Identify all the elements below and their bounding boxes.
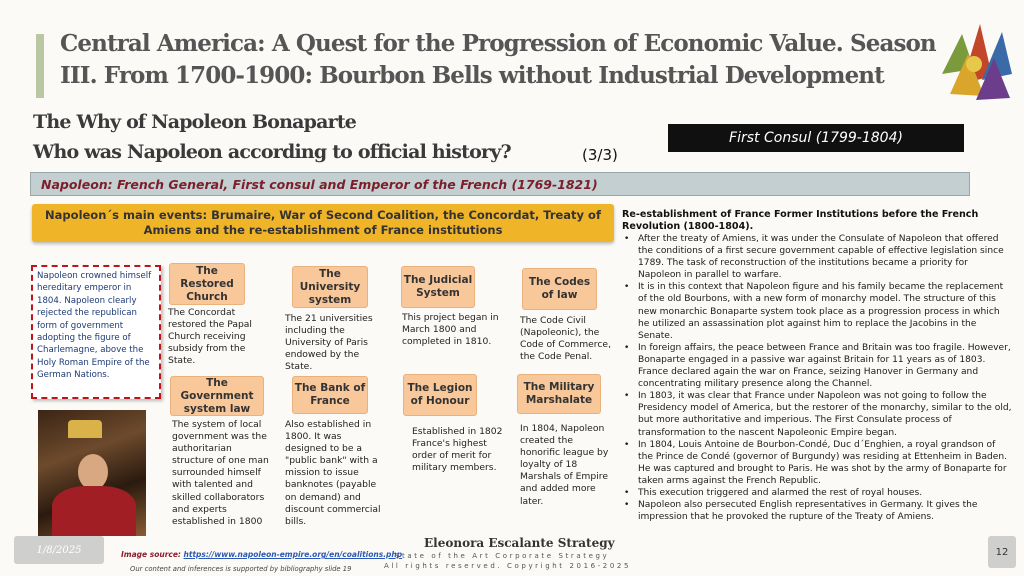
napoleon-heading-bar [30,172,970,196]
napoleon-coronation-painting [38,410,146,536]
institution-desc-legion-of-honour: Established in 1802 France's highest order of merit for military members. [412,426,503,474]
page-counter: (3/3) [582,146,618,164]
institution-box-military-marshalate: The Military Marshalate [517,374,601,414]
institution-desc-judicial: This project began in March 1800 and completed in 1810. [402,312,499,348]
tagline: State of the Art Corporate Strategy [395,552,610,560]
institution-desc-codes-of-law: The Code Civil (Napoleonic), the Code of Commerce, the Code Penal. [520,315,612,363]
figure-robe [52,486,136,536]
subtitle-line-1: The Why of Napoleon Bonaparte [33,111,357,133]
institution-desc-university: The 21 universities including the University of Paris endowed by the State. [285,313,373,373]
list-item: • In foreign affairs, the peace between France and Britain was too fragile. However, Bonaparte engaged in a passive war against Britain for 11 years as of 1803. France declared again the war on France, seizing Hanover in Germany and concentrating military presence along the Channel. [622,342,1012,390]
image-source-credit [121,550,402,559]
institution-desc-restored-church: The Concordat restored the Papal Church receiving subsidy from the State. [168,307,252,367]
crowned-emperor-note: Napoleon crowned himself hereditary emperor in 1804. Napoleon clearly rejected the republican form of government adopting the figure of Charlemagne, above the Holy Roman Empire of the German Nations. [31,265,161,399]
list-item: • Napoleon also persecuted English representatives in Germany. It gives the impression that he provoked the rupture of the Treaty of Amiens. [622,499,1012,523]
reestablishment-bullet-list [622,233,1012,523]
slide-title: Central America: A Quest for the Progression of Economic Value. Season III. From 1700-1900: Bourbon Bells without Industrial Development [60,30,936,89]
first-consul-label: First Consul (1799-1804) [668,124,964,152]
subtitle-line-2: Who was Napoleon according to official history? [33,141,511,163]
image-source-label: Image source: [121,550,184,559]
institution-desc-bank-of-france: Also established in 1800. It was designed to be a "public bank" with a mission to issue banknotes (payable on demand) and discount commercial bills. [285,419,381,527]
list-item: • After the treaty of Amiens, it was under the Consulate of Napoleon that offered the conditions of a first secure government capable of effective legislation since 1789. The task of reconstruction of the institutions became a priority for Napoleon in parallel to warfare. [622,233,1012,281]
institution-box-government-system: The Government system law [170,376,264,416]
main-events-text: Napoleon´s main events: Brumaire, War of Second Coalition, the Concordat, Treaty of Amiens and the re-establishment of France institutions [45,208,601,237]
list-item: • In 1804, Louis Antoine de Bourbon-Condé, Duc d´Enghien, a royal grandson of the Prince de Condé (governor of Burgundy) was residing at Ettenheim in Baden. He was captured and brought to Paris. He was shot by the army of Bonaparte for taken arms against the French Republic. [622,439,1012,487]
napoleon-heading-text: Napoleon: French General, First consul and Emperor of the French (1769-1821) [41,176,598,192]
institution-box-university: The University system [292,266,368,308]
institution-desc-military-marshalate: In 1804, Napoleon created the honorific league by loyalty of 18 Marshals of Empire and added more later. [520,423,609,507]
list-item: • In 1803, it was clear that France under Napoleon was not going to follow the Presidency model of America, but the restorer of the monarchy, similar to the old, but more authoritative and imperious. The First Consulate process of transformation to the nascent Napoleonic Empire began. [622,390,1012,438]
figure-face [78,454,108,490]
image-source-link[interactable]: https://www.napoleon-empire.org/en/coalitions.php [183,550,403,559]
institution-box-judicial: The Judicial System [401,266,475,308]
list-item: • This execution triggered and alarmed the rest of royal houses. [622,487,1012,499]
institution-box-codes-of-law: The Codes of law [522,268,597,310]
bibliography-note: Our content and inferences is supported by bibliography slide 19 [130,565,352,573]
institution-desc-government-system: The system of local government was the authoritarian structure of one man surrounded himself with talented and skilled collaborators and experts established in 1800 [172,419,269,527]
copyright-notice: All rights reserved. Copyright 2016-2025 [384,562,632,570]
author-name: Eleonora Escalante Strategy [424,536,615,550]
institution-box-legion-of-honour: The Legion of Honour [403,374,477,416]
main-events-banner [32,204,614,242]
section-subtitle [33,107,593,167]
colorful-logo-icon [932,14,1016,110]
crown-icon [68,420,102,438]
institution-box-bank-of-france: The Bank of France [292,376,368,414]
list-item: • It is in this context that Napoleon figure and his family became the replacement of the old Bourbons, with a new form of monarchy model. The structure of this new monarchic Bonaparte system took place as a progression process in which he utilized an assassination plot against him to replace the Jacobins in the Senate. [622,281,1012,341]
reestablishment-heading: Re-establishment of France Former Institutions before the French Revolution (1800-1804). [622,209,979,233]
title-accent-bar [36,34,44,98]
slide-number: 12 [988,536,1016,568]
institution-box-restored-church: The Restored Church [169,263,245,305]
slide-date: 1/8/2025 [14,536,104,564]
